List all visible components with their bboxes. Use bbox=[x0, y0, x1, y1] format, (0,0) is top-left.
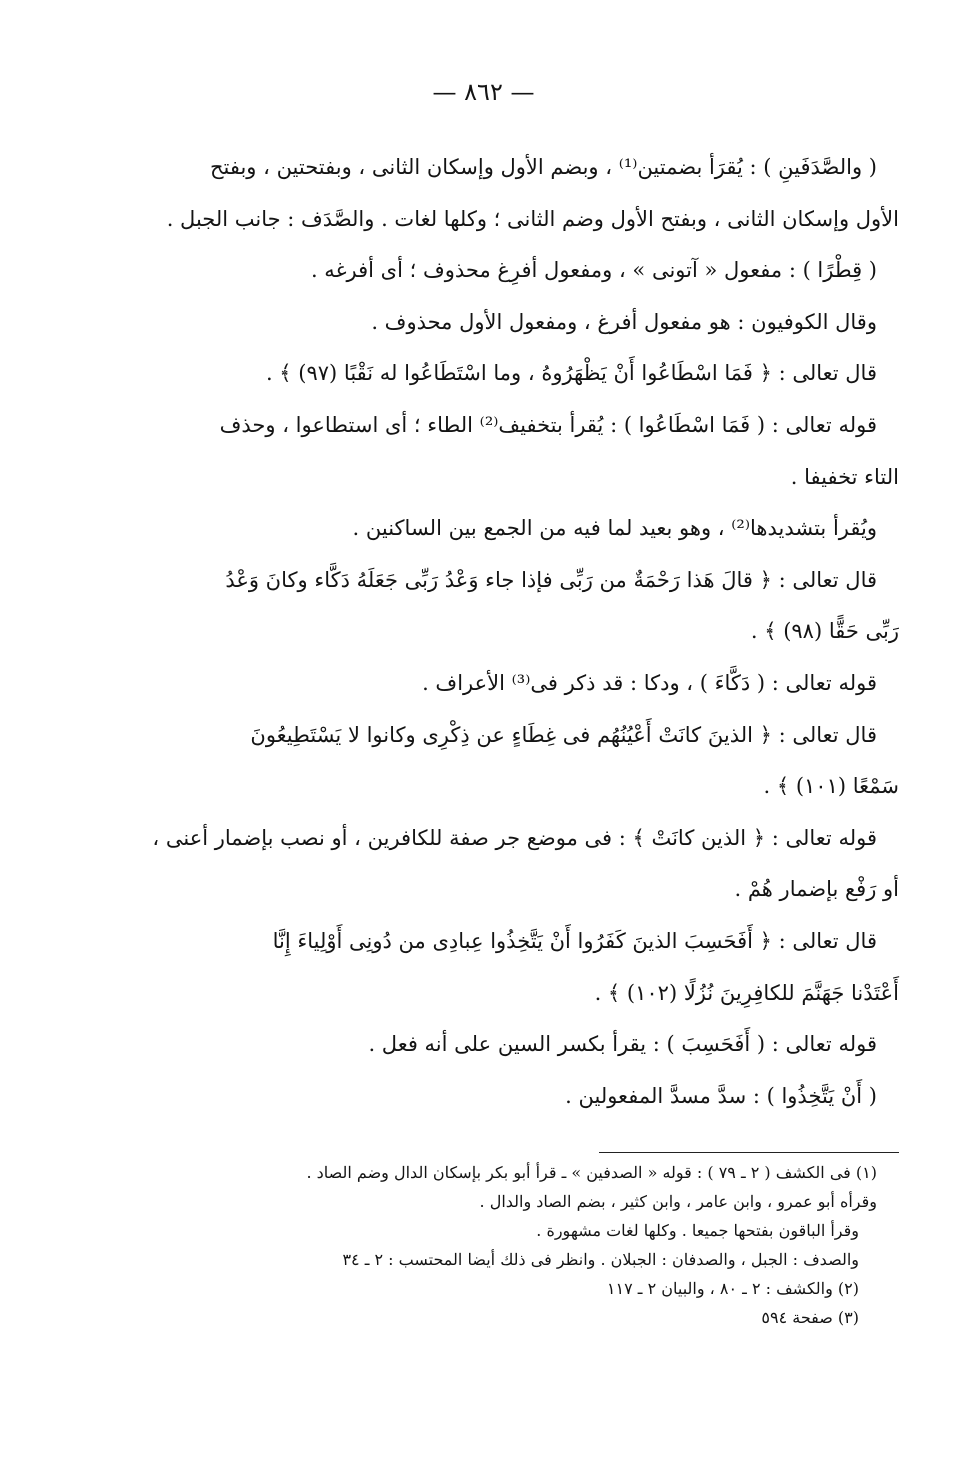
text-line: قال تعالى : ﴿ أَفَحَسِبَ الذينَ كَفَرُوا أَنْ يَتَّخِذُوا عِبادِى من دُونِى أَوْلِياءَ إِنَّا bbox=[272, 928, 877, 953]
text-line: التاء تخفيفا . bbox=[790, 464, 899, 489]
text-line: قال تعالى : ﴿ فَمَا اسْطَاعُوا أَنْ يَظْهَرُوهُ ، وما اسْتَطَاعُوا له نَقْبًا (٩٧) ﴾ . bbox=[265, 361, 877, 386]
main-text bbox=[129, 142, 899, 1122]
text-line: ويُقرأ بتشديدها⁽²⁾ ، وهو بعيد لما فيه من الجمع بين الساكنين . bbox=[352, 516, 877, 541]
footnote-divider bbox=[599, 1152, 899, 1153]
text-line: قال تعالى : ﴿ قالَ هَذا رَحْمَةٌ من رَبِّى فإذا جاء وَعْدُ رَبِّى جَعَلَهُ دَكَّاء وكانَ وَعْدُ bbox=[225, 567, 877, 592]
page-number: — ٨٦٢ — bbox=[432, 78, 535, 106]
footnote-line: وقرأه أبو عمرو ، وابن عامر ، وابن كثير ، بضم الصاد والدال . bbox=[479, 1192, 877, 1211]
footnote-line: (٢) والكشف : ٢ ـ ٨٠ ، والبيان ٢ ـ ١١٧ bbox=[606, 1279, 859, 1298]
footnote-line: (٣) صفحة ٥٩٤ bbox=[761, 1308, 859, 1327]
footnotes bbox=[77, 1158, 877, 1332]
text-line: رَبِّى حَقًّا (٩٨) ﴾ . bbox=[750, 619, 899, 644]
text-line: الأول وإسكان الثانى ، وبفتح الأول وضم الثانى ؛ وكلها لغات . والصَّدَف : جانب الجبل . bbox=[166, 206, 899, 231]
text-line: قوله تعالى : ( أَفَحَسِبَ ) : يقرأ بكسر السين على أنه فعل . bbox=[368, 1032, 877, 1057]
text-line: قوله تعالى : ( فَمَا اسْطَاعُوا ) : يُقرأ بتخفيف⁽²⁾ الطاء ؛ أى استطاعوا ، وحذف bbox=[219, 412, 877, 437]
text-line: سَمْعًا (١٠١) ﴾ . bbox=[763, 774, 899, 799]
text-line: أو رَفْع بإضمار هُمْ . bbox=[734, 877, 899, 902]
text-line: قوله تعالى : ( دَكَّاءَ ) ، ودكا : قد ذكر فى⁽³⁾ الأعراف . bbox=[422, 670, 877, 695]
text-line: قوله تعالى : ﴿ الذين كانَتْ ﴾ : فى موضع جر صفة للكافرين ، أو نصب بإضمار أعنى ، bbox=[152, 825, 877, 850]
text-line: ( أَنْ يَتَّخِذُوا ) : سدَّ مسدَّ المفعولين . bbox=[565, 1083, 877, 1108]
text-line: ( والصَّدَفَينِ ) : يُقرَأ بضمتين⁽¹⁾ ، وبضم الأول وإسكان الثانى ، وبفتحتين ، وبفتح bbox=[209, 155, 877, 179]
footnote-line: والصدف : الجبل ، والصدفان : الجبلان . وانظر فى ذلك أيضا المحتسب : ٢ ـ ٣٤ bbox=[342, 1250, 859, 1269]
text-line: وقال الكوفيون : هو مفعول أفرغ ، ومفعول الأول محذوف . bbox=[371, 309, 877, 334]
text-line: قال تعالى : ﴿ الذينَ كانَتْ أَعْيُنُهُم فى غِطَاءٍ عن ذِكْرِى وكانوا لا يَسْتَطِيعُونَ bbox=[250, 722, 877, 747]
footnote-line: (١) فى الكشف ( ٢ ـ ٧٩ ) : قوله « الصدفين » ـ قرأ أبو بكر بإسكان الدال وضم الصاد . bbox=[306, 1163, 877, 1182]
text-line: أَعْتَدْنا جَهَنَّمَ للكافِرِينَ نُزُلًا (١٠٢) ﴾ . bbox=[594, 980, 899, 1005]
footnote-line: وقرأ الباقون بفتحها جميعا . وكلها لغات مشهورة . bbox=[536, 1221, 859, 1240]
text-line: ( قِطْرًا ) : مفعول « آتونى » ، ومفعول أفرِغ محذوف ؛ أى أفرغه . bbox=[310, 258, 877, 283]
